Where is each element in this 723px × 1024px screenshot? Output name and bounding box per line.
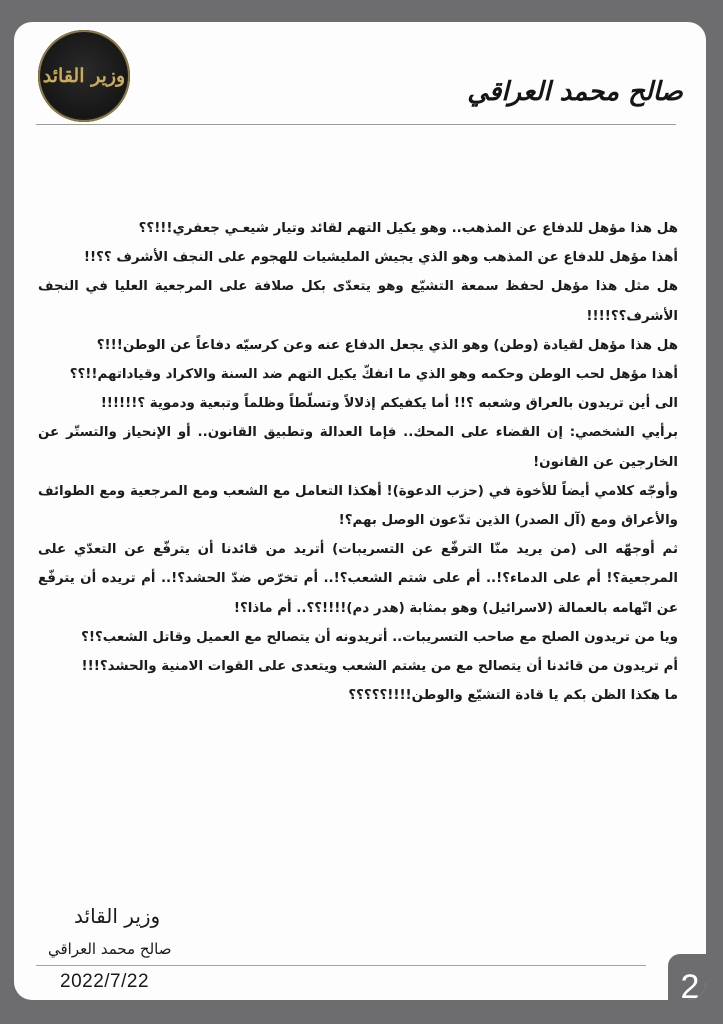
header-divider [36, 124, 676, 125]
footer-date: 2022/7/22 [60, 971, 150, 992]
paragraph: أهذا مؤهل لحب الوطن وحكمه وهو الذي ما انفكّ يكيل التهم ضد السنة والاكراد وقياداتهم!!؟؟ [69, 367, 678, 383]
statement-body [38, 214, 678, 710]
footer-title: وزير القائد [74, 904, 161, 928]
logo-badge-text: وزير القائد [42, 65, 126, 87]
page-number-tab [668, 954, 706, 1000]
page-number: 2 [680, 967, 700, 1000]
paragraph: أهذا مؤهل للدفاع عن المذهب وهو الذي يجيش المليشيات للهجوم على النجف الأشرف ؟؟!! [83, 250, 678, 266]
paragraph: أم تريدون من قائدنا أن يتصالح مع من يشتم الشعب ويتعدى على القوات الامنية والحشد؟!!! [81, 659, 678, 675]
paragraph: ثم أوجهّه الى (من يريد منّا الترفّع عن التسريبات) أتريد من قائدنا أن يترفّع عن التعدّي على المرجعية؟! أم على الدماء؟!.. أم على شتم الشعب؟!.. أم تخرّص ضدّ الحشد؟!.. أم تريده أن يترفّع عن اتّهامه بالعمالة (لاسرائيل) وهو بمثابة (هدر دم)!!!!؟؟.. أم ماذا؟! [38, 542, 678, 616]
footer-divider [36, 965, 646, 966]
paragraph: هل هذا مؤهل للدفاع عن المذهب.. وهو يكيل التهم لقائد وتيار شيعـي جعفري!!!؟؟ [138, 221, 678, 236]
document-page [14, 22, 706, 1000]
paragraph: وأوجّه كلامي أيضاً للأخوة في (حزب الدعوة)! أهكذا التعامل مع الشعب ومع المرجعية ومع الطوائف والأعراق ومع (آل الصدر) الذين تدّعون الوصل بهم؟! [38, 483, 678, 529]
paragraph: ويا من تريدون الصلح مع صاحب التسريبات.. أتريدونه أن يتصالح مع العميل وقاتل الشعب؟!؟ [81, 629, 678, 645]
footer-author-name: صالح محمد العراقي [48, 940, 172, 958]
signature-logo-text: صالح محمد العراقي [467, 77, 683, 107]
paragraph: برأيي الشخصي: إن القضاء على المحك.. فإما العدالة وتطبيق القانون.. أو الإنحياز والتستّر عن الخارجين عن القانون! [38, 425, 678, 470]
paragraph: هل مثل هذا مؤهل لحفظ سمعة التشيّع وهو يتعدّى بكل صلافة على المرجعية العليا في النجف الأشرف؟؟!!!! [38, 279, 678, 324]
paragraph: ما هكذا الظن بكم يا قادة التشيّع والوطن!!!!؟؟؟؟؟ [348, 688, 678, 704]
calligraphy-signature-logo [467, 62, 683, 122]
paragraph: هل هذا مؤهل لقيادة (وطن) وهو الذي يجعل الدفاع عنه وعن كرسيّه دفاعاً عن الوطن!!!؟ [96, 337, 678, 353]
paragraph: الى أين تريدون بالعراق وشعبه ؟!! أما يكفيكم إذلالاً وتسلّطاً وظلماً وتبعية ودموية ؟!!!!!! [100, 396, 678, 412]
minister-logo-badge [38, 30, 130, 122]
